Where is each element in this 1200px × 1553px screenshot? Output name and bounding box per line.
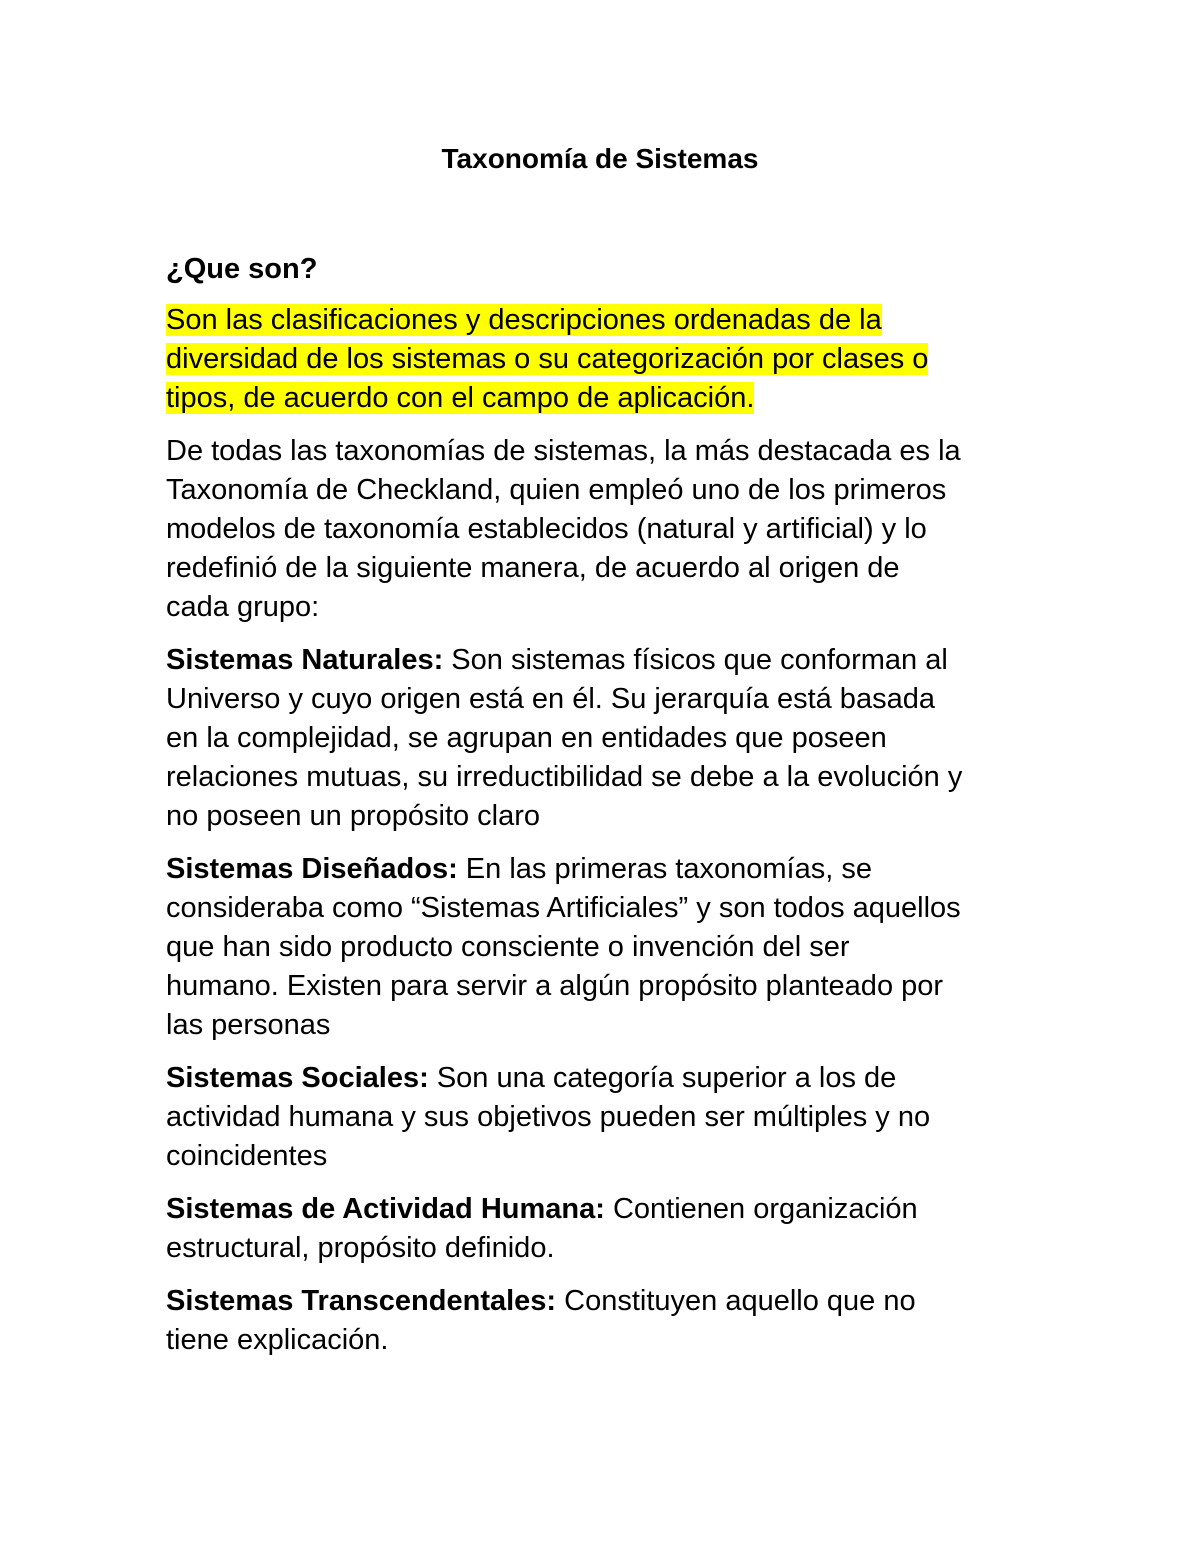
text-line: Constituyen aquello que no <box>556 1285 916 1317</box>
text-line: humano. Existen para servir a algún propósito planteado por <box>166 970 944 1002</box>
text-line: en la complejidad, se agrupan en entidades que poseen <box>166 722 887 754</box>
text-line: Universo y cuyo origen está en él. Su jerarquía está basada <box>166 683 935 715</box>
section-question-heading: ¿Que son? <box>166 253 318 285</box>
designed-systems-paragraph <box>166 850 1046 1045</box>
natural-systems-paragraph <box>166 641 1046 836</box>
term-label: Sistemas Naturales: <box>166 644 444 676</box>
text-line: consideraba como “Sistemas Artificiales” y son todos aquellos <box>166 892 961 924</box>
text-line: modelos de taxonomía establecidos (natural y artificial) y lo <box>166 513 927 545</box>
text-line: De todas las taxonomías de sistemas, la más destacada es la <box>166 435 961 467</box>
highlighted-text-line: tipos, de acuerdo con el campo de aplicación. <box>166 382 755 414</box>
document-body <box>166 250 1046 1374</box>
term-label: Sistemas Diseñados: <box>166 853 458 885</box>
text-line: En las primeras taxonomías, se <box>457 853 872 885</box>
text-line: Contienen organización <box>604 1193 918 1225</box>
text-line: relaciones mutuas, su irreductibilidad se debe a la evolución y <box>166 761 963 793</box>
human-activity-systems-paragraph <box>166 1190 1046 1268</box>
term-label: Sistemas Sociales: <box>166 1062 429 1094</box>
social-systems-paragraph <box>166 1059 1046 1176</box>
page-title: Taxonomía de Sistemas <box>441 143 759 174</box>
text-line: que han sido producto consciente o invención del ser <box>166 931 850 963</box>
text-line: no poseen un propósito claro <box>166 800 541 832</box>
term-label: Sistemas Transcendentales: <box>166 1285 557 1317</box>
intro-paragraph <box>166 432 1046 627</box>
transcendental-systems-paragraph <box>166 1282 1046 1360</box>
text-line: actividad humana y sus objetivos pueden ser múltiples y no <box>166 1101 931 1133</box>
text-line: las personas <box>166 1009 331 1041</box>
text-line: Son sistemas físicos que conforman al <box>443 644 948 676</box>
text-line: coincidentes <box>166 1140 328 1172</box>
text-line: Son una categoría superior a los de <box>428 1062 897 1094</box>
highlighted-text-line: Son las clasificaciones y descripciones ordenadas de la <box>166 304 882 336</box>
text-line: Taxonomía de Checkland, quien empleó uno de los primeros <box>166 474 947 506</box>
term-label: Sistemas de Actividad Humana: <box>166 1193 605 1225</box>
text-line: estructural, propósito definido. <box>166 1232 555 1264</box>
definition-paragraph <box>166 301 1046 418</box>
text-line: redefinió de la siguiente manera, de acuerdo al origen de <box>166 552 900 584</box>
highlighted-text-line: diversidad de los sistemas o su categorización por clases o <box>166 343 929 375</box>
text-line: tiene explicación. <box>166 1324 389 1356</box>
text-line: cada grupo: <box>166 591 320 623</box>
